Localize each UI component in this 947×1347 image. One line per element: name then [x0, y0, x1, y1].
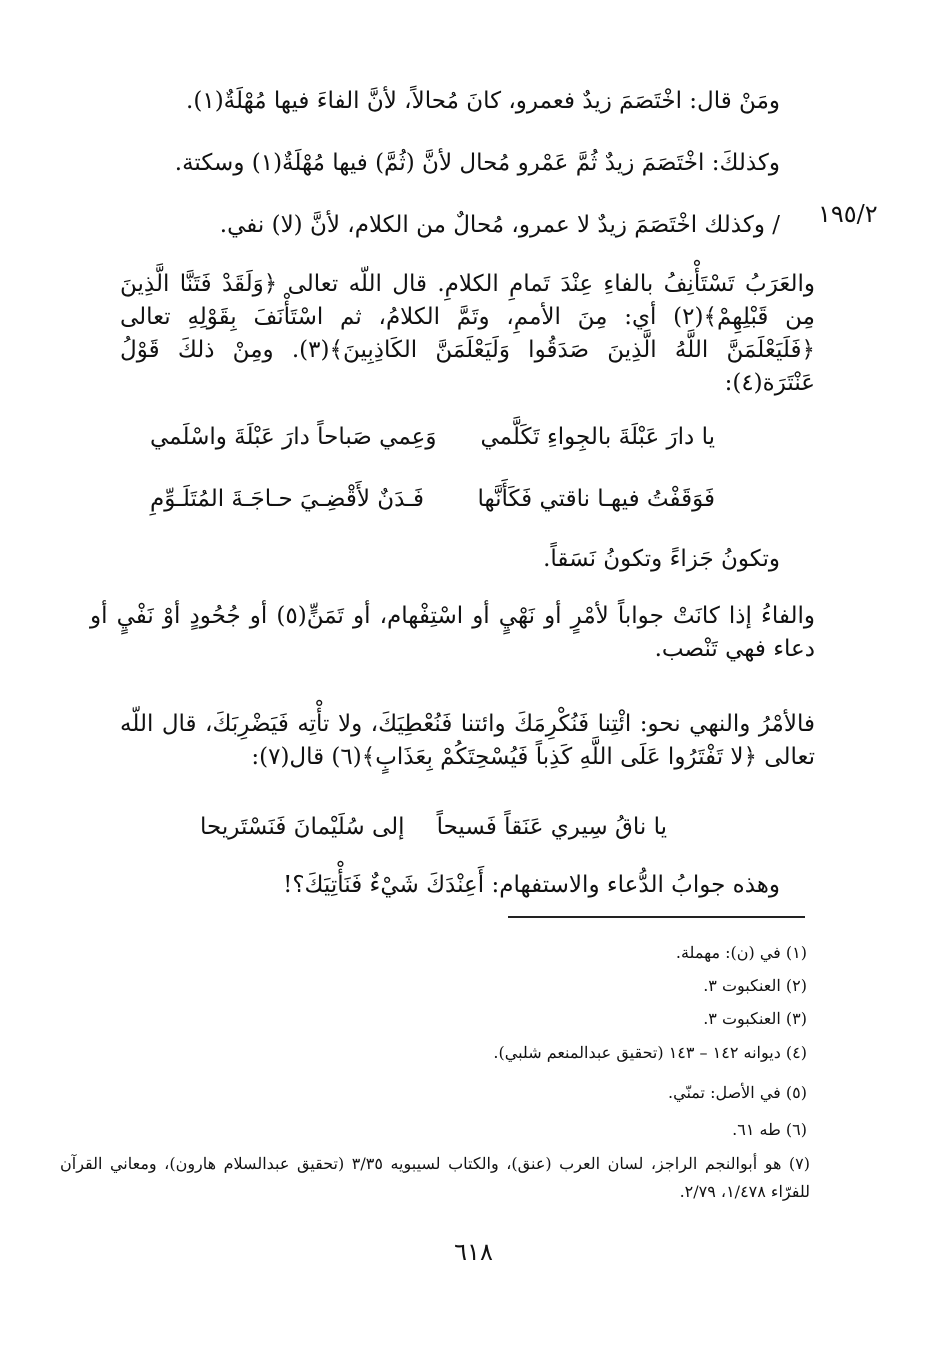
verse-1-second-hemistich: وَعِمي صَباحاً دارَ عَبْلَةَ واسْلَمي	[150, 424, 437, 450]
footnote-2: (٢) العنكبوت ٣.	[703, 976, 807, 995]
verse-3-first-hemistich: يا ناقُ سِيري عَنَقاً فَسيحاً	[436, 814, 667, 840]
footnote-6: (٦) طه ٦١.	[732, 1120, 807, 1139]
paragraph-3: فالأمْرُ والنهي نحو: ائْتِنا فَنُكْرِمَكَ وائتنا فَنُعْطِيَكَ، ولا تأْتِه فَيَضْرِبَكَ، قال اللّه تعالى ﴿لا تَفْتَرُوا عَلَى اللَّهِ كَذِباً فَيُسْحِتَكُمْ بِعَذَابٍ﴾(٦) قال(٧):	[120, 711, 815, 770]
verse-3-second-hemistich: إلى سُلَيْمانَ فَنَسْتَريحا	[200, 814, 405, 840]
body-line-5: وهذه جوابُ الدُّعاء والاستفهام: أَعِنْدَكَ شَيْءٌ فَنَأْتِيَكَ؟!	[283, 872, 780, 898]
margin-reference: ١٩٥/٢	[818, 200, 878, 228]
paragraph-2: والفاءُ إذا كانَتْ جواباً لأمْرٍ أو نَهْيٍ أو اسْتِفْهام، أو تَمَنٍّ(٥) أو جُحُودٍ أوْ نَفْيٍ أو دعاء فهي تَنْصب.	[90, 603, 816, 662]
verse-2-first-hemistich: فَوَقَفْتُ فيهـا ناقتي فَكَأَنَّها	[477, 486, 715, 512]
footnote-3: (٣) العنكبوت ٣.	[703, 1009, 807, 1028]
body-line-4: وتكونُ جَزاءً وتكونُ نَسَقاً.	[543, 546, 780, 572]
paragraph-1: والعَرَبُ تَسْتَأْنِفُ بالفاءِ عِنْدَ تَمامِ الكلامِ. قال اللّه تعالى ﴿وَلَقَدْ فَتَنَّا الَّذِينَ مِن قَبْلِهِمْ﴾(٢) أي: مِنَ الأممِ، وتَمَّ الكلامُ، ثم اسْتَأْنَفَ بِقَوْلِهِ تعالى ﴿فَلَيَعْلَمَنَّ اللَّهُ الَّذِينَ صَدَقُوا وَلَيَعْلَمَنَّ الكَاذِبِينَ﴾(٣). ومِنْ ذلكَ قَوْلُ عَنْتَرَة(٤):	[120, 271, 815, 396]
verse-2-second-hemistich: فَـدَنٌ لأَقْضِـيَ حـاجَـةَ المُتَلَـوِّمِ	[150, 486, 424, 512]
footnote-1: (١) في (ن): مهملة.	[675, 943, 807, 962]
footnote-7: (٧) هو أبوالنجم الراجز، لسان العرب (عنق)، والكتاب لسيبويه ٣/٣٥ (تحقيق عبدالسلام هارون)، ومعاني القرآن للفرّاء ١/٤٧٨، ٢/٧٩.	[60, 1154, 811, 1201]
page-number: ٦١٨	[454, 1238, 493, 1266]
body-line-3: / وكذلك اخْتَصَمَ زيدٌ لا عمرو، مُحالٌ من الكلام، لأنَّ (لا) نفي.	[219, 212, 780, 238]
body-line-1: ومَنْ قال: اخْتَصَمَ زيدٌ فعمرو، كانَ مُحالاً، لأنَّ الفاءَ فيها مُهْلَةٌ(١).	[186, 88, 780, 114]
body-line-2: وكذلكَ: اخْتَصَمَ زيدٌ ثُمَّ عَمْرو مُحال لأنَّ (ثُمَّ) فيها مُهْلَةٌ(١) وسكتة.	[174, 150, 780, 176]
footnote-4: (٤) ديوانه ١٤٢ – ١٤٣ (تحقيق عبدالمنعم شلبي).	[493, 1043, 807, 1062]
footnote-separator	[508, 916, 805, 918]
footnote-5: (٥) في الأصل: تمنّي.	[668, 1083, 807, 1102]
verse-1-first-hemistich: يا دارَ عَبْلَةَ بالجِواءِ تَكَلَّمي	[480, 424, 715, 450]
